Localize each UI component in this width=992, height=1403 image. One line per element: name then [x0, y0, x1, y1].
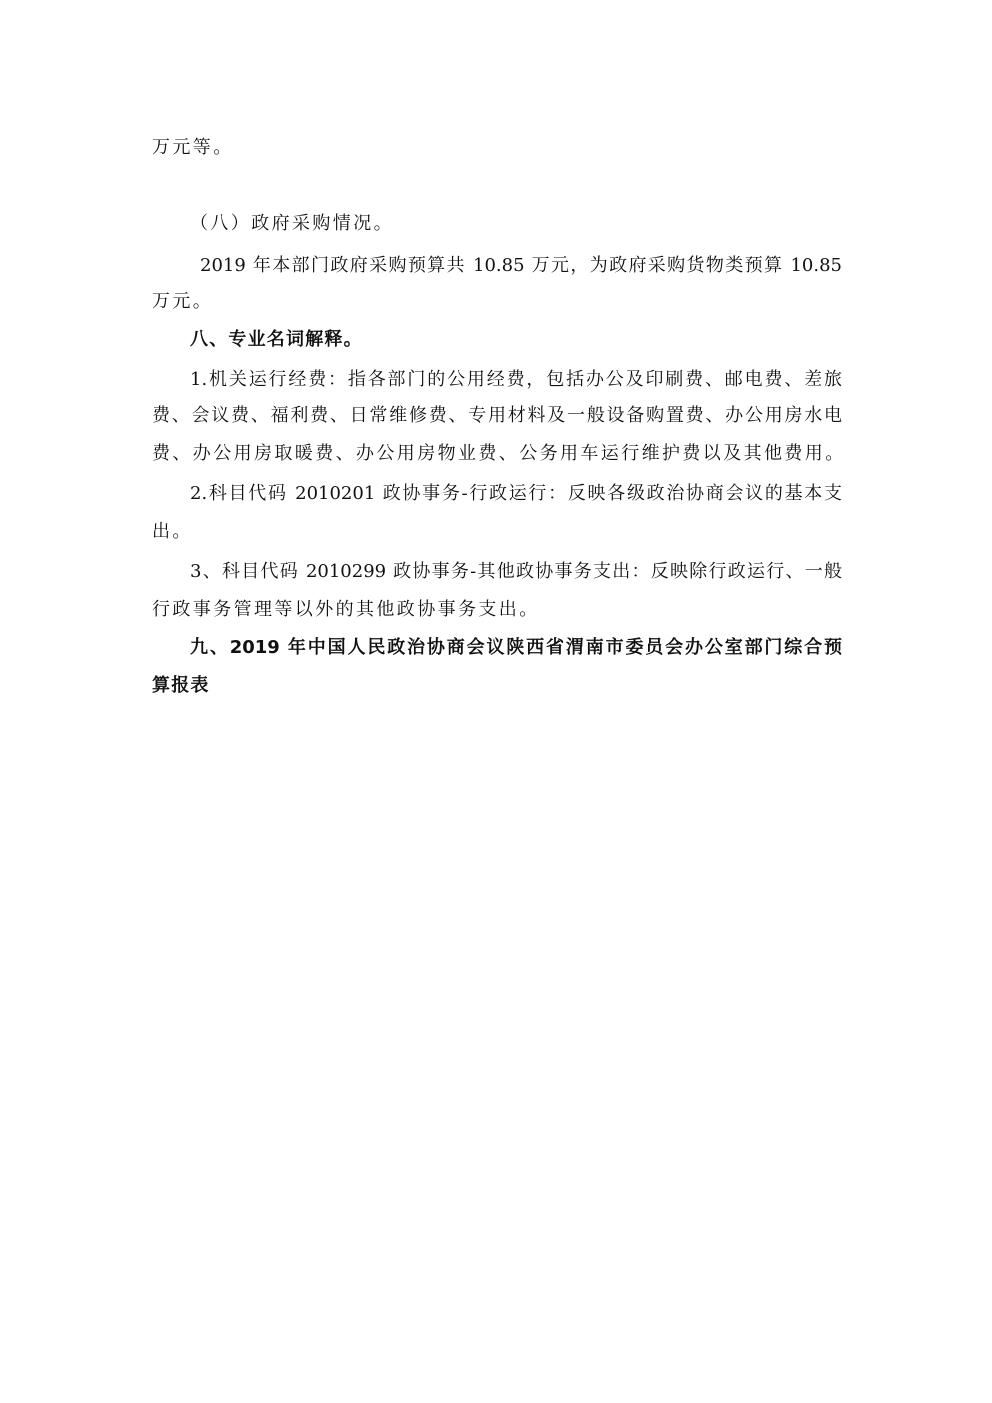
section-heading-terms: 八、专业名词解释。: [190, 329, 363, 350]
procurement-text-line-2: 万元。: [152, 291, 214, 312]
section-heading-report-line-1: 九、2019 年中国人民政治协商会议陕西省渭南市委员会办公室部门综合预: [190, 637, 842, 658]
procurement-text-line-1: 2019 年本部门政府采购预算共 10.85 万元，为政府采购货物类预算 10.85: [200, 255, 842, 276]
section-heading-report-line-2: 算报表: [152, 675, 210, 696]
term-1-line-1: 1.机关运行经费：指各部门的公用经费，包括办公及印刷费、邮电费、差旅: [190, 369, 842, 390]
term-3-line-2: 行政事务管理等以外的其他政协事务支出。: [152, 599, 540, 620]
term-1-line-3: 费、办公用房取暖费、办公用房物业费、公务用车运行维护费以及其他费用。: [152, 443, 846, 464]
term-3-line-1: 3、科目代码 2010299 政协事务-其他政协事务支出：反映除行政运行、一般: [190, 561, 842, 582]
term-2-line-1: 2.科目代码 2010201 政协事务-行政运行：反映各级政治协商会议的基本支: [190, 483, 842, 504]
subsection-title-procurement: （八）政府采购情况。: [190, 213, 394, 234]
term-2-line-2: 出。: [152, 521, 193, 542]
term-1-line-2: 费、会议费、福利费、日常维修费、专用材料及一般设备购置费、办公用房水电: [152, 405, 842, 426]
continuation-text: 万元等。: [152, 137, 234, 158]
